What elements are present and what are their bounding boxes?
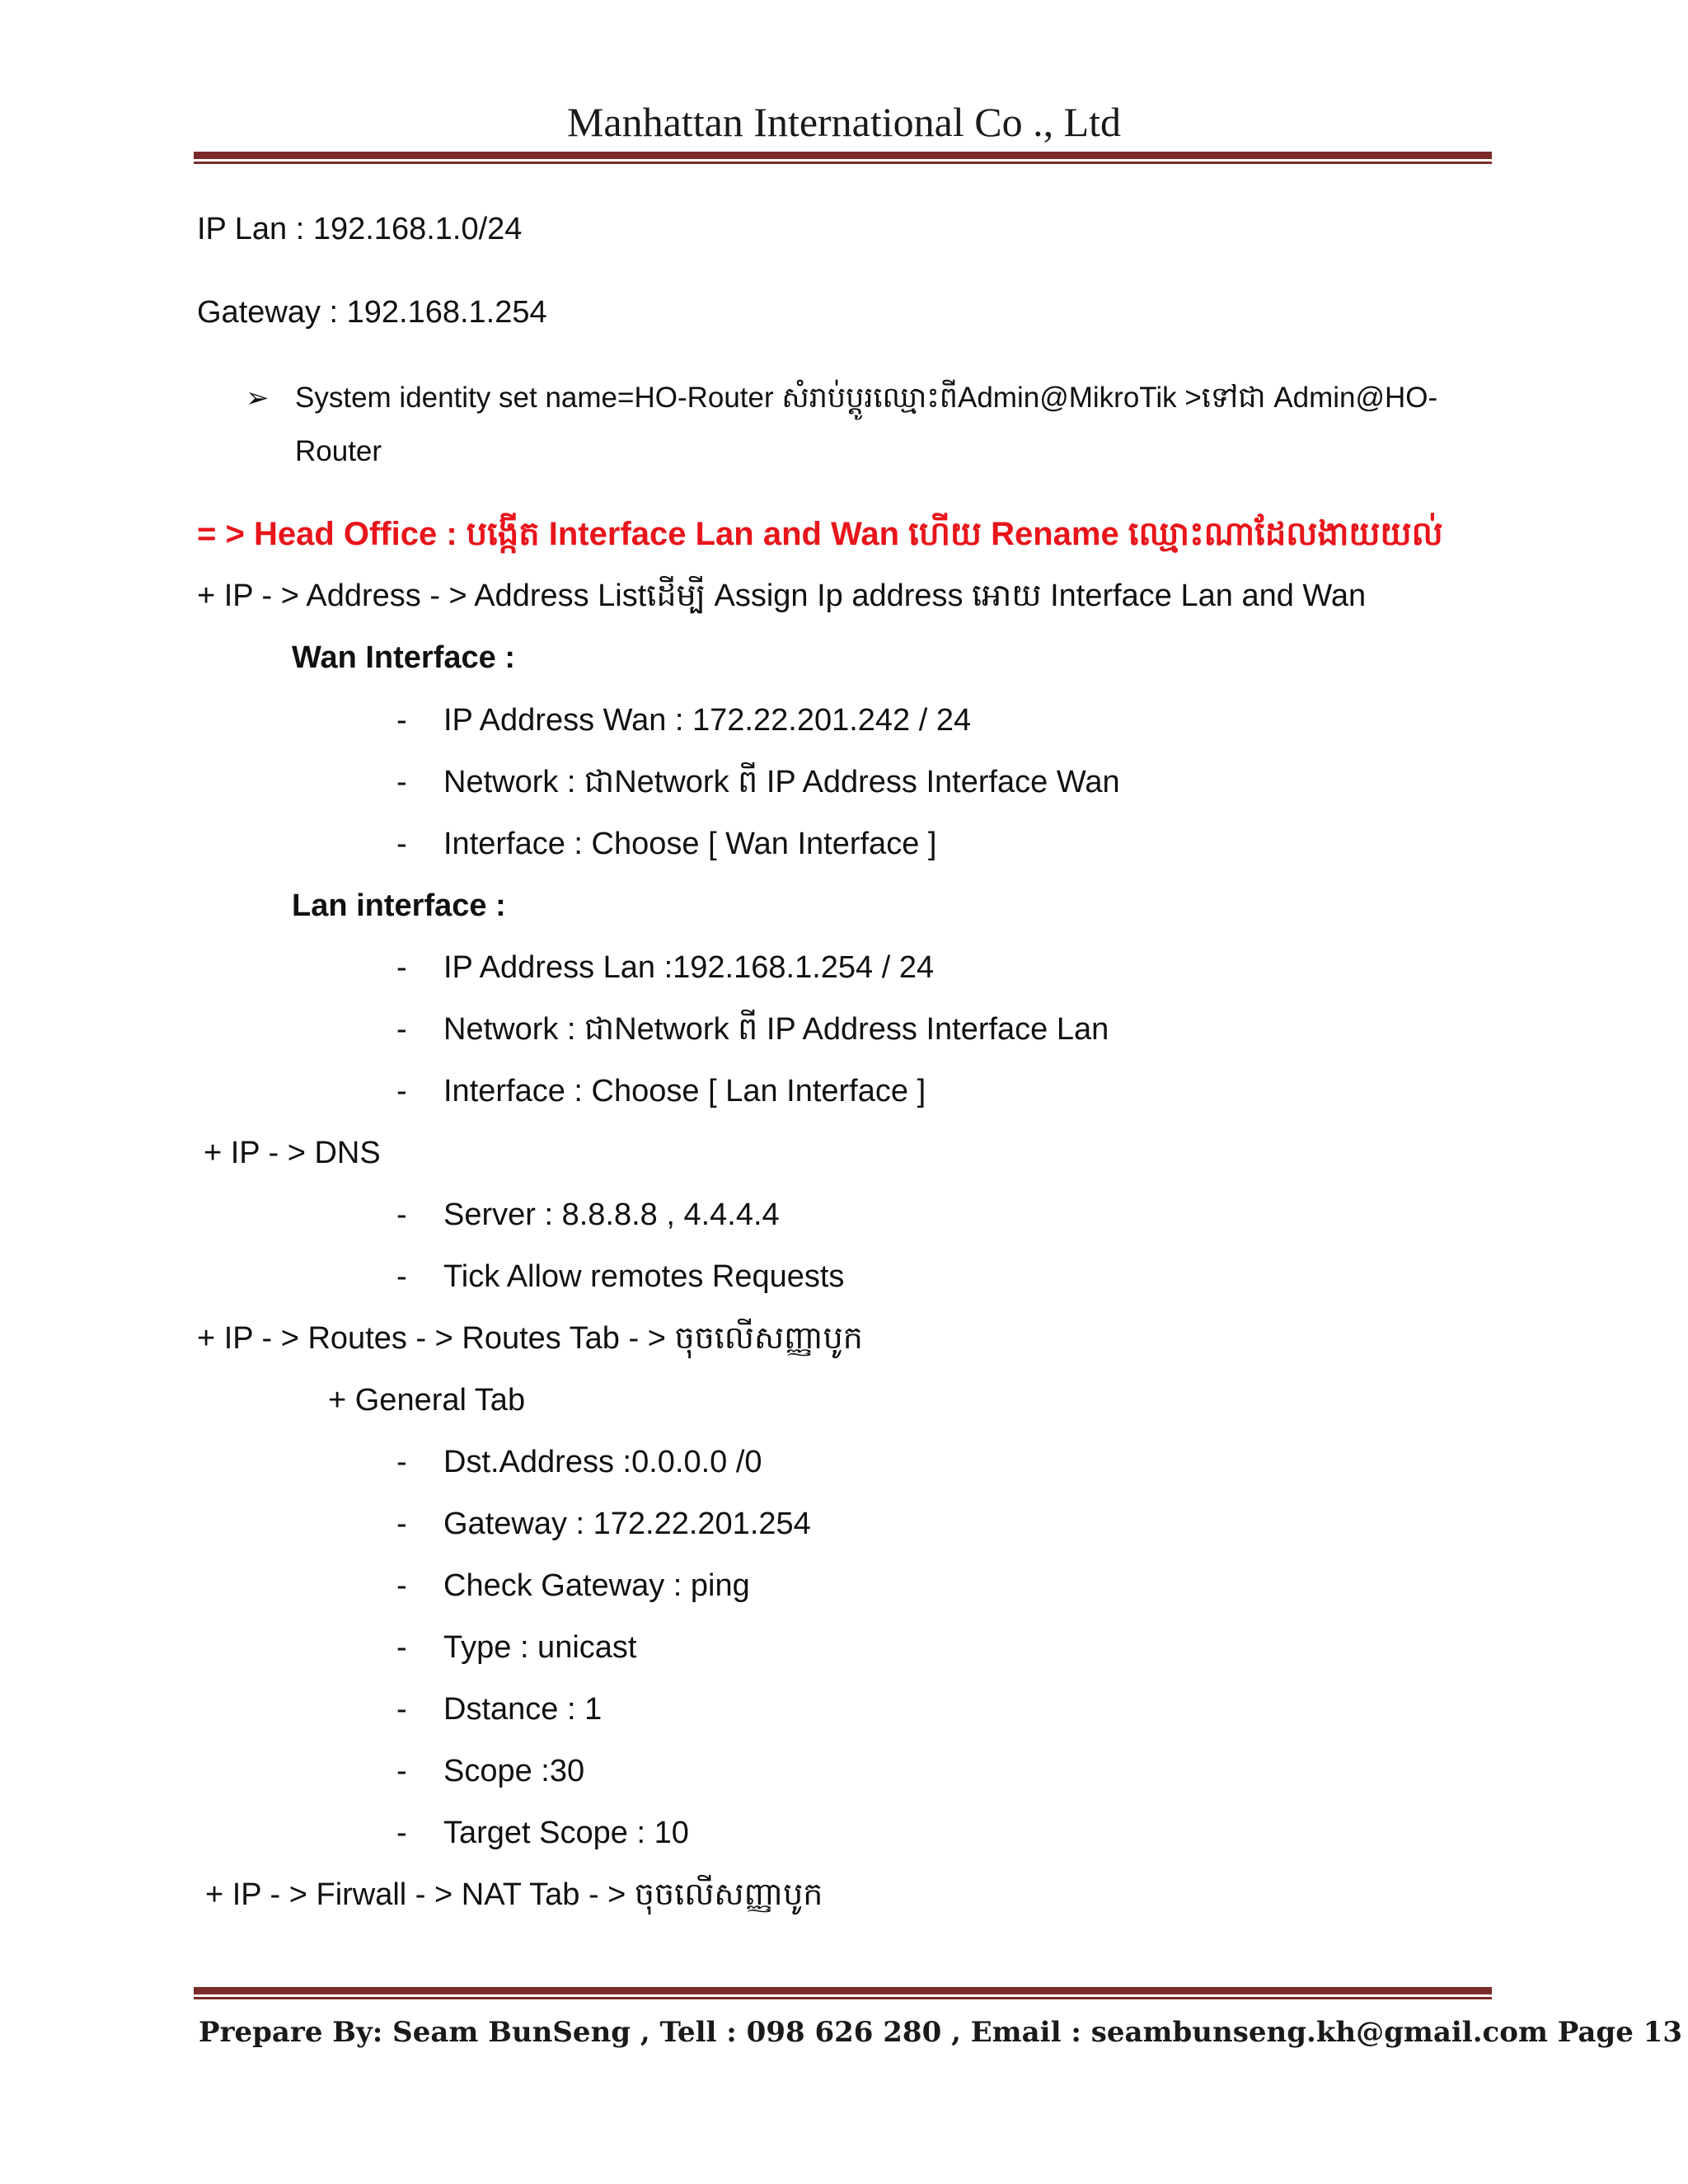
list-dash: - xyxy=(396,1197,407,1232)
page-title: Manhattan International Co ., Ltd xyxy=(566,99,1122,145)
routes-path: + IP - > Routes - > Routes Tab - > ចុចលើសញ្ញាបូក xyxy=(197,1321,863,1356)
list-dash: - xyxy=(396,703,407,738)
head-office-heading: = > Head Office : បង្កើត Interface Lan and Wan ហើយ Rename ឈ្មោះណាដែលងាយយល់ xyxy=(197,516,1443,552)
header-rule xyxy=(194,152,1492,164)
list-dash: - xyxy=(396,1074,407,1108)
identity-line-1: System identity set name=HO-Router សំរាប់ប្តូរឈ្មោះពីAdmin@MikroTik >ទៅជា Admin@HO- xyxy=(295,382,1438,414)
list-item: Network : ជាNetwork ពី IP Address Interface Lan xyxy=(443,1012,1109,1047)
general-tab-title: + General Tab xyxy=(328,1383,526,1418)
list-dash: - xyxy=(396,827,407,861)
arrow-bullet-icon: ➢ xyxy=(246,382,270,414)
footer-text: Prepare By: Seam BunSeng , Tell : 098 626 280 , Email : seambunseng.kh@gmail.com Page 13 xyxy=(199,2016,1682,2049)
list-dash: - xyxy=(396,1816,407,1850)
gateway-text: Gateway : 192.168.1.254 xyxy=(197,295,547,330)
list-dash: - xyxy=(396,1259,407,1294)
list-dash: - xyxy=(396,1692,407,1727)
list-dash: - xyxy=(396,950,407,985)
lan-interface-title: Lan interface : xyxy=(292,888,506,923)
list-dash: - xyxy=(396,1507,407,1541)
list-item: Check Gateway : ping xyxy=(443,1568,750,1603)
list-dash: - xyxy=(396,1630,407,1665)
list-item: Gateway : 172.22.201.254 xyxy=(443,1507,811,1541)
list-item: Dst.Address :0.0.0.0 /0 xyxy=(443,1445,762,1479)
list-dash: - xyxy=(396,765,407,799)
list-item: Type : unicast xyxy=(443,1630,637,1665)
list-item: IP Address Wan : 172.22.201.242 / 24 xyxy=(443,703,972,738)
list-dash: - xyxy=(396,1012,407,1047)
firewall-path: + IP - > Firwall - > NAT Tab - > ចុចលើសញ្ញាបូក xyxy=(205,1877,823,1912)
list-item: Interface : Choose [ Lan Interface ] xyxy=(443,1074,926,1108)
list-item: IP Address Lan :192.168.1.254 / 24 xyxy=(443,950,935,985)
list-dash: - xyxy=(396,1568,407,1603)
list-item: Network : ជាNetwork ពី IP Address Interface Wan xyxy=(443,765,1120,799)
identity-line-2: Router xyxy=(295,435,382,467)
list-item: Server : 8.8.8.8 , 4.4.4.4 xyxy=(443,1197,780,1232)
list-dash: - xyxy=(396,1754,407,1788)
dns-path: + IP - > DNS xyxy=(204,1136,381,1170)
wan-interface-title: Wan Interface : xyxy=(292,640,515,675)
ip-lan-text: IP Lan : 192.168.1.0/24 xyxy=(197,212,523,246)
list-item: Target Scope : 10 xyxy=(443,1816,689,1850)
list-item: Scope :30 xyxy=(443,1754,585,1788)
address-path: + IP - > Address - > Address Listដើម្បី Assign Ip address អោយ Interface Lan and Wan xyxy=(197,579,1367,613)
list-dash: - xyxy=(396,1445,407,1479)
list-item: Interface : Choose [ Wan Interface ] xyxy=(443,827,937,861)
footer-rule xyxy=(194,1987,1492,1999)
list-item: Dstance : 1 xyxy=(443,1692,603,1727)
list-item: Tick Allow remotes Requests xyxy=(443,1259,845,1294)
